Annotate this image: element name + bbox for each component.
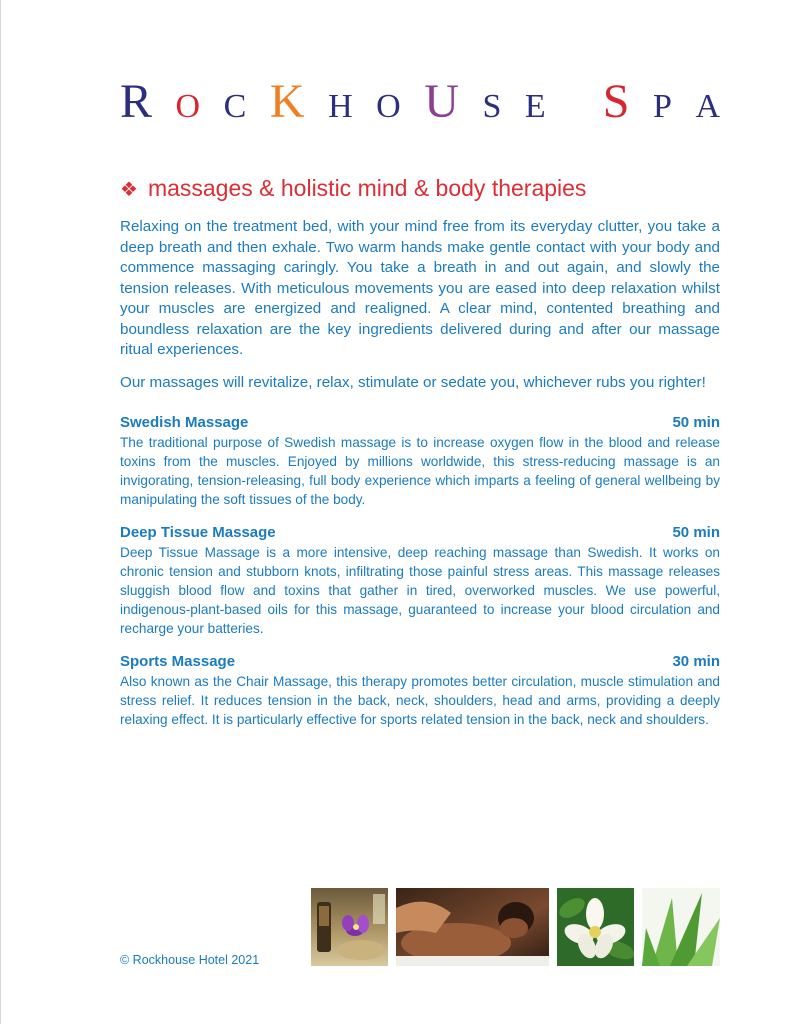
diamond-bullet-icon: ❖ — [120, 179, 138, 201]
logo-letter: O — [376, 88, 401, 125]
treatment-description: Deep Tissue Massage is a more intensive, deep reaching massage than Swedish. It works on chronic tension and stubborn knots, infiltrating those painful stress areas. This massage releases sluggish blood flow and toxins that gather in tired, overworked muscles. We use powerful, indigenous-plant-based oils for this massage, guaranteed to increase your blood circulation and recharge your batteries. — [120, 545, 720, 636]
treatment-name: Sports Massage — [120, 653, 236, 670]
treatment-swedish — [120, 413, 720, 509]
logo-letter: U — [424, 75, 459, 128]
logo-letter: S — [482, 88, 502, 125]
logo-letter: S — [602, 75, 630, 128]
logo-letter: O — [175, 88, 201, 125]
page-edge — [0, 0, 1, 1024]
treatment-duration: 50 min — [672, 414, 720, 431]
treatment-header — [120, 652, 720, 672]
section-title-text: massages & holistic mind & body therapies — [147, 175, 587, 201]
aloe-plant-photo — [642, 888, 720, 966]
copyright: © Rockhouse Hotel 2021 — [120, 953, 260, 967]
treatment-deep-tissue — [120, 523, 720, 638]
treatment-sports — [120, 652, 720, 729]
treatment-duration: 50 min — [672, 524, 720, 541]
logo-letter: K — [269, 75, 305, 128]
spa-oils-orchid-photo — [311, 888, 388, 966]
treatment-header — [120, 523, 720, 543]
intro-paragraph: Relaxing on the treatment bed, with your mind free from its everyday clutter, you take a deep breath and then exhale. Two warm hands make gentle contact with your body and commence massaging caringly. You take a breath in and out again, and slowly the tension releases. With meticulous movements you are eased into deep relaxation whilst your muscles are energized and realigned. A clear mind, contented breathing and boundless relaxation are the key ingredients delivered during and after our massage ritual experiences. — [120, 218, 720, 358]
massage-treatment-photo — [396, 888, 549, 966]
treatment-name: Deep Tissue Massage — [120, 524, 276, 541]
treatment-duration: 30 min — [672, 653, 720, 670]
logo-letter: A — [695, 88, 720, 125]
white-flower-photo — [557, 888, 634, 966]
treatment-name: Swedish Massage — [120, 414, 249, 431]
logo-letter: R — [120, 75, 153, 128]
tagline: Our massages will revitalize, relax, stimulate or sedate you, whichever rubs you righter! — [120, 374, 706, 391]
treatment-header — [120, 413, 720, 433]
section-heading — [120, 175, 720, 202]
treatment-description: Also known as the Chair Massage, this therapy promotes better circulation, muscle stimulation and stress relief. It reduces tension in the back, neck, shoulders, head and arms, providing a deeply relaxing effect. It is particularly effective for sports related tension in the back, neck and shoulders. — [120, 674, 720, 727]
logo-letter: H — [328, 88, 353, 125]
logo-letter: C — [223, 88, 247, 125]
logo-letter: P — [652, 88, 672, 125]
logo-letter: E — [524, 88, 546, 125]
treatment-description: The traditional purpose of Swedish massage is to increase oxygen flow in the blood and release toxins from the muscles. Enjoyed by millions worldwide, this stress-reducing massage is an invigorating, tension-releasing, full body experience which imparts a feeling of general wellbeing by manipulating the soft tissues of the body. — [120, 435, 720, 507]
spa-logo — [120, 75, 720, 128]
